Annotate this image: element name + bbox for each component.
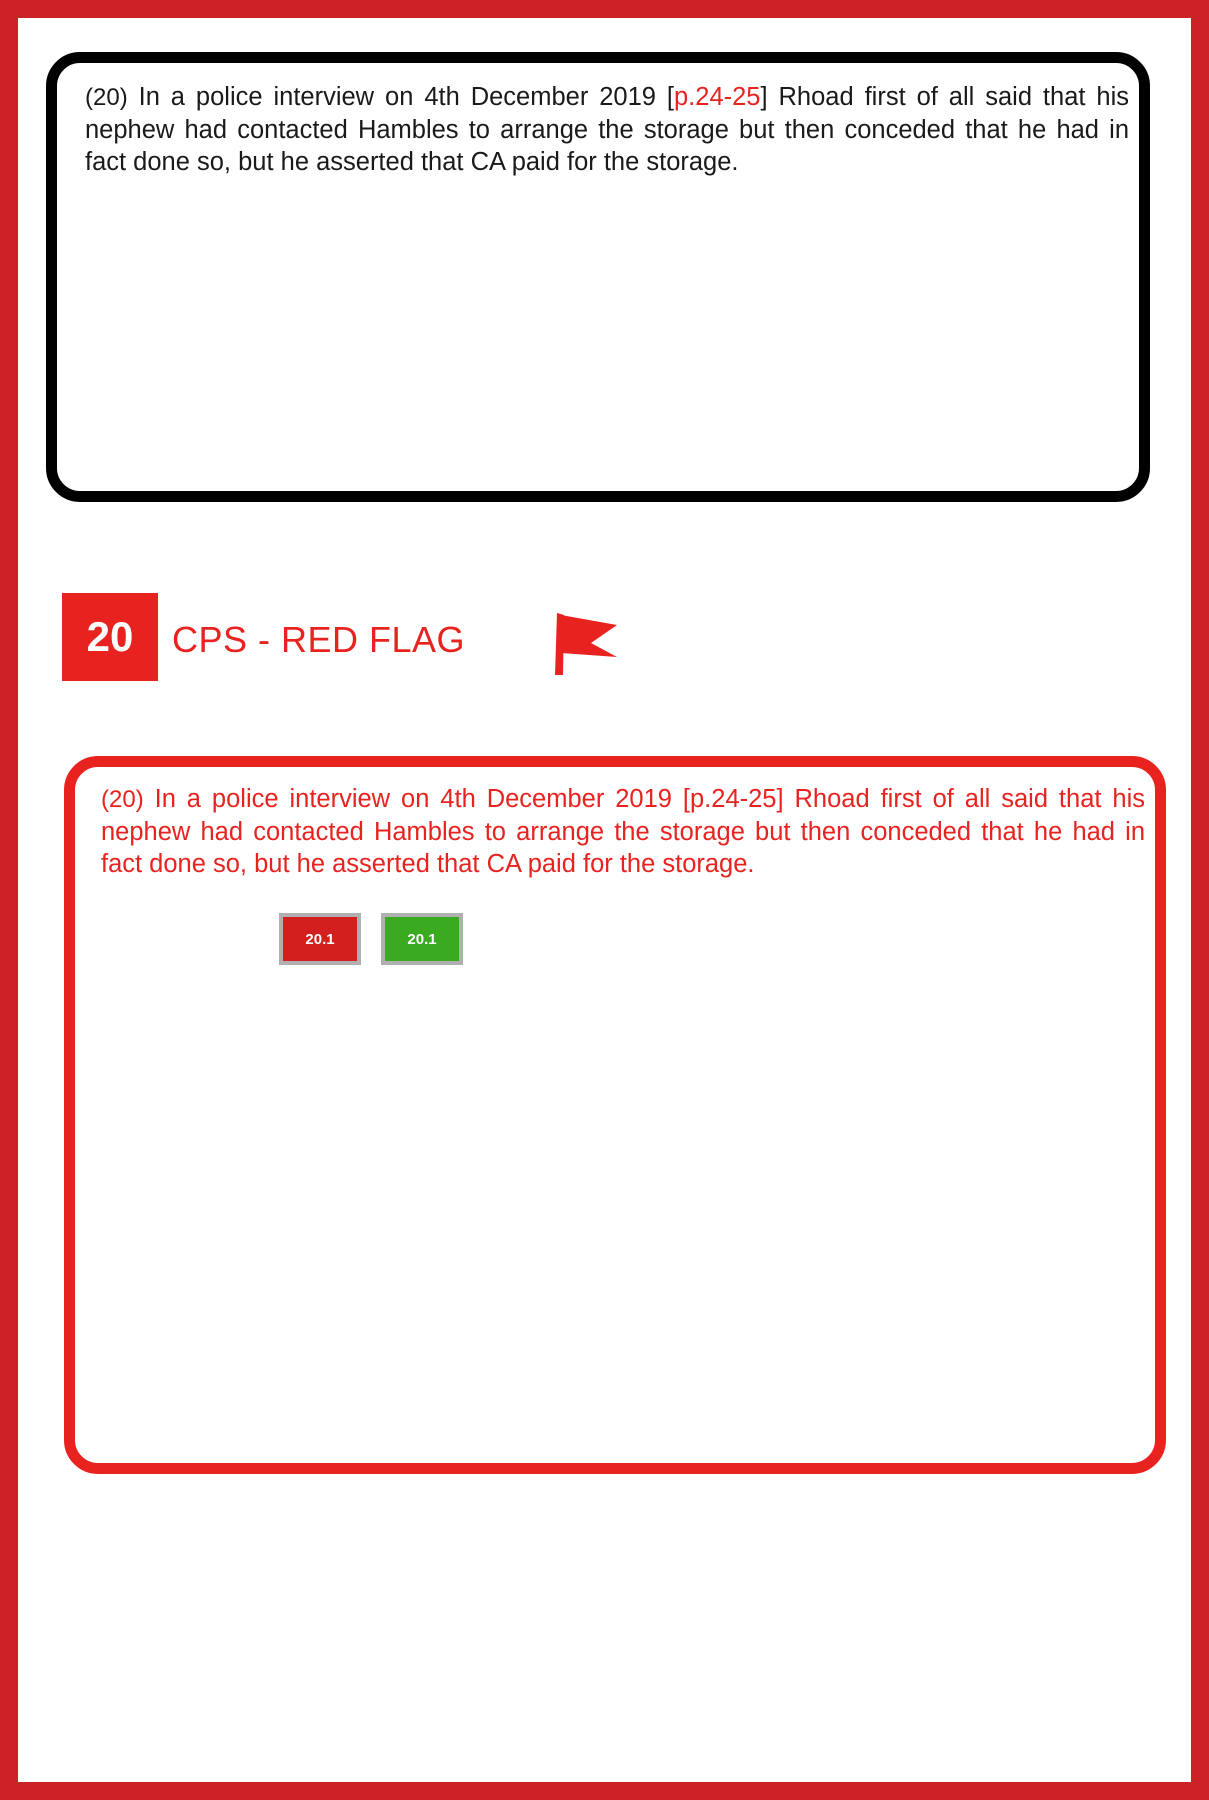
annotation-chip-group	[279, 913, 463, 965]
red-flag-icon	[547, 609, 627, 679]
paragraph-text-before-ref-black: In a police interview on 4th December 2019 [	[127, 83, 674, 111]
paragraph-text-after-ref-red: ] Rhoad first of all said that his nephew had contacted Hambles to arrange the storage but then conceded that he had in fact done so, but he asserted that CA paid for the storage.	[101, 785, 1145, 879]
evidence-panel-red	[64, 756, 1166, 1474]
evidence-paragraph-red	[101, 783, 1145, 881]
evidence-panel-black	[46, 52, 1150, 502]
section-title: CPS - RED FLAG	[172, 619, 466, 660]
paragraph-number-red: (20)	[101, 786, 144, 813]
annotation-chip-red[interactable]: 20.1	[279, 913, 361, 965]
section-number-badge: 20	[62, 593, 158, 681]
paragraph-text-after-ref-black: ] Rhoad first of all said that his nephew had contacted Hambles to arrange the storage but then conceded that he had in fact done so, but he asserted that CA paid for the storage.	[85, 83, 1129, 177]
paragraph-number-black: (20)	[85, 84, 128, 111]
page-reference-black: p.24-25	[674, 83, 761, 111]
page-reference-red: p.24-25	[690, 785, 777, 813]
paragraph-text-before-ref-red: In a police interview on 4th December 2019 [	[143, 785, 690, 813]
evidence-paragraph-black	[85, 81, 1129, 179]
annotation-chip-green[interactable]: 20.1	[381, 913, 463, 965]
page-inner	[18, 18, 1191, 1782]
section-header	[62, 593, 662, 683]
